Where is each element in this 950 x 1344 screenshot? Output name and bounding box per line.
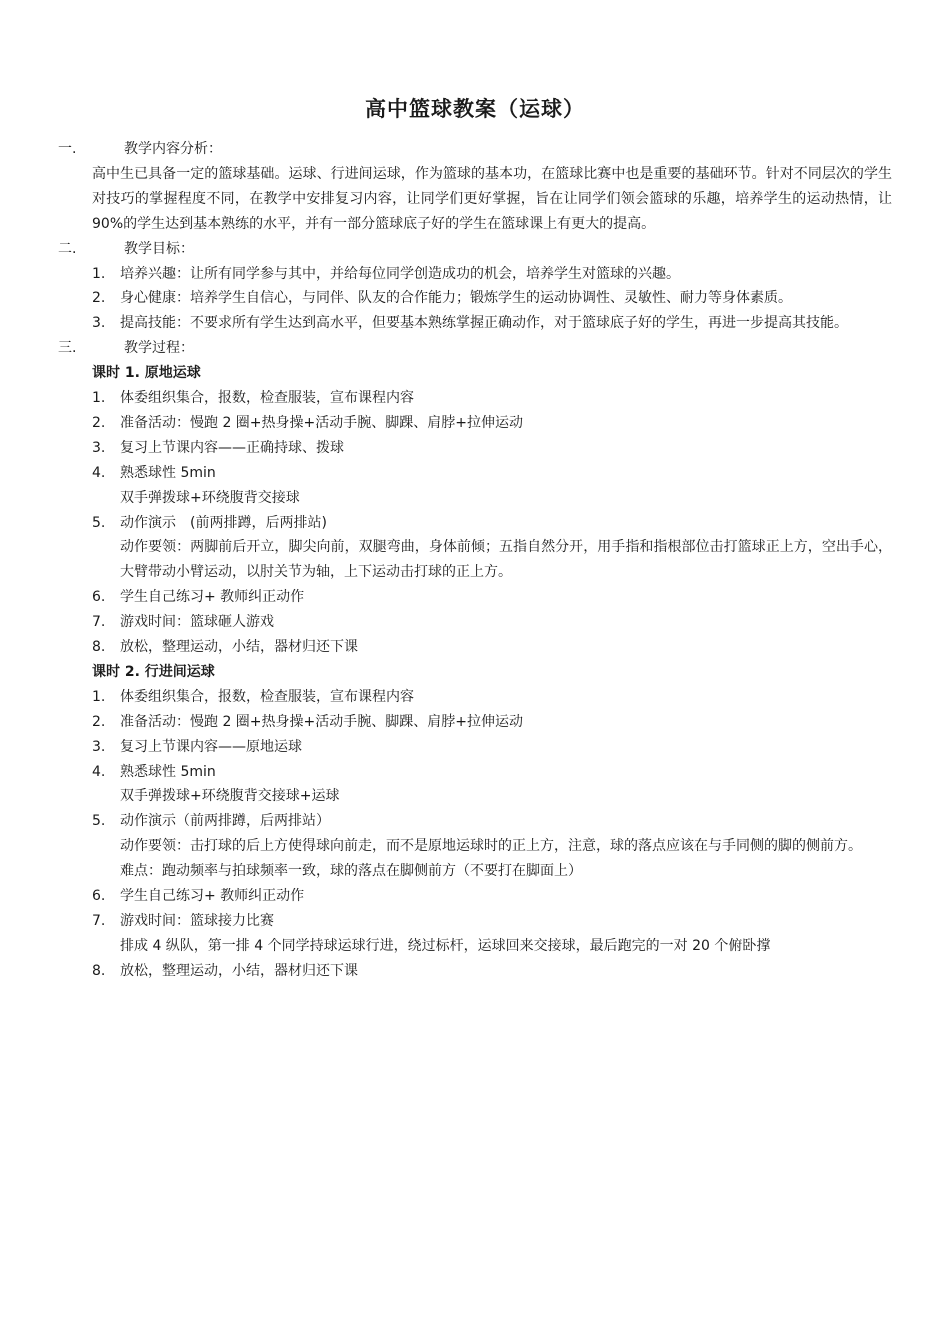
list-item [0, 735, 950, 760]
list-number: 3. [92, 315, 106, 332]
list-item [0, 959, 950, 984]
lesson-2-title: 课时 2. 行进间运球 [92, 663, 215, 680]
list-number: 2. [92, 414, 106, 431]
list-item [0, 461, 950, 486]
list-number: 1. [92, 390, 106, 406]
list-number: 7. [92, 614, 106, 631]
list-number: 5. [92, 514, 106, 531]
list-text: 培养兴趣：让所有同学参与其中，并给每位同学创造成功的机会，培养学生对篮球的兴趣。 [120, 265, 680, 282]
list-item [0, 511, 950, 536]
list-number: 2. [92, 713, 106, 730]
list-item [0, 436, 950, 461]
list-number: 5. [92, 813, 106, 830]
list-number: 8. [92, 639, 106, 656]
list-text: 熟悉球性 5min [120, 763, 216, 780]
list-item [0, 685, 950, 710]
list-text: 准备活动：慢跑 2 圈+热身操+活动手腕、脚踝、肩脖+拉伸运动 [120, 414, 523, 431]
list-number: 6. [92, 888, 106, 905]
list-number: 4. [92, 464, 106, 481]
section-title: 教学内容分析： [124, 141, 222, 157]
list-number: 6. [92, 589, 106, 606]
list-number: 7. [92, 913, 106, 930]
list-subtext: 双手弹拨球+环绕腹背交接球 [120, 489, 300, 506]
list-text: 体委组织集合，报数，检查服装，宣布课程内容 [120, 688, 414, 705]
list-text: 准备活动：慢跑 2 圈+热身操+活动手腕、脚踝、肩脖+拉伸运动 [120, 713, 523, 730]
list-text: 学生自己练习+ 教师纠正动作 [120, 589, 305, 606]
list-number: 1. [92, 688, 106, 705]
list-number: 1. [92, 265, 106, 282]
lesson-1-title: 课时 1. 原地运球 [92, 365, 201, 382]
list-text: 复习上节课内容——原地运球 [120, 738, 302, 755]
list-item [0, 809, 950, 834]
section-title: 教学目标： [124, 240, 194, 257]
document-body [0, 137, 950, 984]
section-heading-2 [0, 237, 950, 262]
list-number: 4. [92, 763, 106, 780]
list-item [0, 909, 950, 934]
list-subtext: 排成 4 纵队，第一排 4 个同学持球运球行进，绕过标杆，运球回来交接球，最后跑完的一对 20 个俯卧撑 [120, 937, 771, 954]
list-item [0, 635, 950, 660]
list-text: 提高技能：不要求所有学生达到高水平，但要基本熟练掌握正确动作，对于篮球底子好的学生，再进一步提高其技能。 [120, 315, 848, 332]
section-number: 二. [58, 240, 77, 257]
list-subtext: 双手弹拨球+环绕腹背交接球+运球 [120, 788, 340, 805]
list-item [0, 760, 950, 785]
list-number: 3. [92, 738, 106, 755]
list-text: 身心健康：培养学生自信心，与同伴、队友的合作能力；锻炼学生的运动协调性、灵敏性、耐力等身体素质。 [120, 290, 792, 307]
list-number: 2. [92, 290, 106, 307]
list-item [0, 884, 950, 909]
list-text: 游戏时间：篮球接力比赛 [120, 913, 274, 930]
list-item [0, 286, 950, 311]
list-subtext: 难点：跑动频率与拍球频率一致，球的落点在脚侧前方（不要打在脚面上） [120, 863, 582, 880]
list-text: 动作演示 (前两排蹲，后两排站) [120, 514, 327, 531]
list-item [0, 710, 950, 735]
list-number: 8. [92, 962, 106, 979]
list-text: 复习上节课内容——正确持球、拨球 [120, 439, 344, 456]
section-number: 一. [58, 141, 77, 157]
list-text: 学生自己练习+ 教师纠正动作 [120, 888, 305, 905]
list-text: 动作演示（前两排蹲，后两排站） [120, 813, 330, 830]
section-heading-3 [0, 336, 950, 361]
list-item [0, 411, 950, 436]
list-subtext: 动作要领：击打球的后上方使得球向前走，而不是原地运球时的正上方，注意，球的落点应该在与手同侧的脚的侧前方。 [120, 838, 862, 855]
list-item [0, 262, 950, 287]
document-title: 高中篮球教案（运球） [365, 97, 585, 121]
list-text: 体委组织集合，报数，检查服装，宣布课程内容 [120, 390, 414, 406]
list-text: 游戏时间：篮球砸人游戏 [120, 614, 274, 631]
list-subtext: 动作要领：两脚前后开立，脚尖向前，双腿弯曲，身体前倾；五指自然分开，用手指和指根部位击打篮球正上方，空出手心，大臂带动小臂运动，以肘关节为轴，上下运动击打球的正上方。 [120, 539, 892, 581]
list-text: 放松，整理运动，小结，器材归还下课 [120, 962, 358, 979]
section-title: 教学过程： [124, 340, 194, 357]
list-item [0, 610, 950, 635]
section-number: 三. [58, 340, 77, 357]
section-heading-1 [0, 137, 950, 162]
list-number: 3. [92, 439, 106, 456]
list-item [0, 386, 950, 411]
analysis-paragraph: 高中生已具备一定的篮球基础。运球、行进间运球，作为篮球的基本功，在篮球比赛中也是重要的基础环节。针对不同层次的学生对技巧的掌握程度不同，在教学中安排复习内容，让同学们更好掌握，旨在让同学们领会篮球的乐趣，培养学生的运动热情，让 90%的学生达到基本熟练的水平，并有一部分篮球底子好的学生在篮球课上有更大的提高。 [92, 165, 892, 232]
list-text: 熟悉球性 5min [120, 464, 216, 481]
list-text: 放松，整理运动，小结，器材归还下课 [120, 639, 358, 656]
list-item [0, 585, 950, 610]
list-item [0, 311, 950, 336]
